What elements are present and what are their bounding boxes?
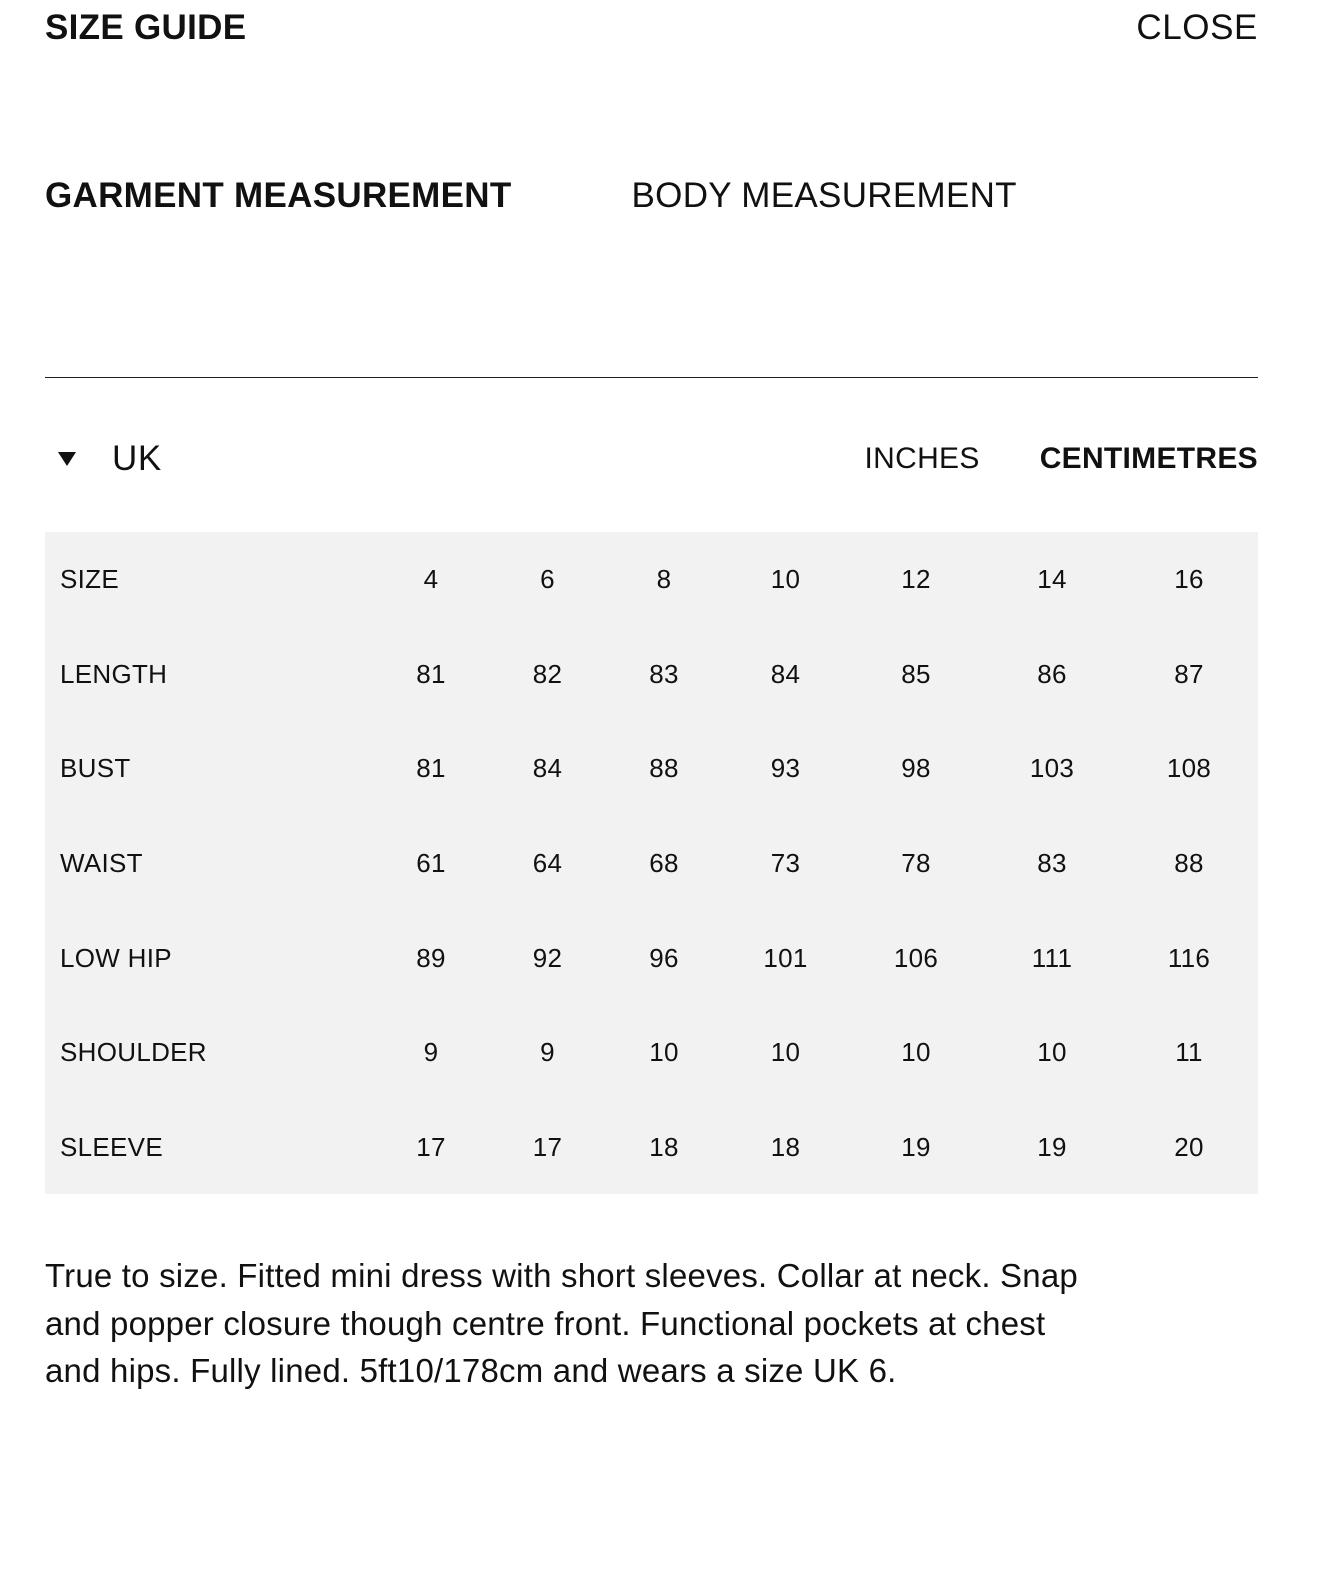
table-cell: 96 [649, 942, 679, 973]
row-label: LOW HIP [60, 942, 172, 973]
table-cell: 10 [649, 1037, 679, 1068]
table-cell: 84 [532, 753, 563, 784]
table-cell: 83 [649, 658, 679, 689]
table-row [45, 816, 1258, 911]
table-cell: 101 [763, 942, 808, 973]
table-cell: 98 [901, 753, 931, 784]
table-cell: 10 [1037, 1037, 1067, 1068]
table-cell: 84 [770, 658, 801, 689]
table-cell: 86 [1037, 658, 1067, 689]
table-cell: 9 [423, 1037, 439, 1068]
product-fit-description: True to size. Fitted mini dress with short sleeves. Collar at neck. Snap and popper closure though centre front. Functional pockets at chest and hips. Fully lined. 5ft10/178cm and wears a size UK 6. [45, 1257, 1078, 1389]
size-guide-header [45, 6, 1258, 50]
table-row [45, 911, 1258, 1006]
measurement-tabs [45, 174, 1017, 218]
table-cell: 83 [1037, 847, 1067, 878]
table-cell: 10 [770, 563, 801, 594]
table-cell: 16 [1174, 563, 1204, 594]
table-cell: 10 [901, 1037, 931, 1068]
table-cell: 14 [1037, 563, 1067, 594]
table-cell: 61 [416, 847, 446, 878]
table-row [45, 1005, 1258, 1100]
unit-toggle [865, 442, 1258, 476]
table-cell: 20 [1174, 1131, 1204, 1162]
table-cell: 4 [423, 563, 439, 594]
row-label: SHOULDER [60, 1037, 207, 1068]
row-label: LENGTH [60, 658, 168, 689]
table-cell: 17 [416, 1131, 446, 1162]
table-cell: 78 [901, 847, 931, 878]
table-cell: 11 [1175, 1037, 1203, 1068]
row-label: SLEEVE [60, 1131, 163, 1162]
table-cell: 19 [1037, 1131, 1067, 1162]
table-cell: 81 [416, 753, 446, 784]
unit-inches-option[interactable]: INCHES [864, 442, 980, 475]
table-cell: 73 [770, 847, 801, 878]
table-cell: 8 [656, 563, 672, 594]
table-cell: 87 [1174, 658, 1204, 689]
table-row [45, 1100, 1258, 1195]
size-table [45, 532, 1258, 1195]
table-cell: 106 [893, 942, 939, 973]
table-cell: 116 [1167, 942, 1211, 973]
table-cell: 68 [649, 847, 679, 878]
table-cell: 81 [416, 658, 446, 689]
row-label: SIZE [60, 563, 119, 594]
table-cell: 82 [532, 658, 563, 689]
close-button[interactable]: CLOSE [1136, 8, 1258, 47]
table-cell: 89 [416, 942, 446, 973]
table-row [45, 532, 1258, 627]
region-selected-value: UK [112, 439, 162, 478]
table-cell: 64 [532, 847, 563, 878]
table-cell: 9 [540, 1037, 555, 1068]
row-label: BUST [60, 753, 131, 784]
table-cell: 111 [1031, 942, 1073, 973]
table-cell: 6 [540, 563, 555, 594]
table-cell: 19 [901, 1131, 931, 1162]
table-cell: 17 [532, 1131, 563, 1162]
table-cell: 18 [649, 1131, 679, 1162]
table-cell: 108 [1166, 753, 1212, 784]
unit-centimetres-option[interactable]: CENTIMETRES [1039, 442, 1258, 475]
table-cell: 18 [770, 1131, 801, 1162]
table-cell: 92 [532, 942, 563, 973]
section-divider [45, 377, 1258, 378]
table-cell: 103 [1029, 753, 1075, 784]
table-cell: 85 [901, 658, 931, 689]
tab-garment-measurement[interactable]: GARMENT MEASUREMENT [45, 176, 512, 215]
region-dropdown[interactable] [45, 439, 162, 479]
tab-body-measurement[interactable]: BODY MEASUREMENT [631, 176, 1017, 215]
table-cell: 88 [649, 753, 679, 784]
table-cell: 93 [770, 753, 801, 784]
table-row [45, 721, 1258, 816]
size-guide-title: SIZE GUIDE [45, 8, 247, 47]
size-table-container [45, 532, 1258, 1194]
table-row [45, 627, 1258, 722]
table-cell: 88 [1174, 847, 1204, 878]
table-controls [45, 436, 1258, 482]
row-label: WAIST [60, 847, 143, 878]
table-cell: 10 [770, 1037, 801, 1068]
table-cell: 12 [901, 563, 931, 594]
caret-down-icon [58, 452, 76, 466]
